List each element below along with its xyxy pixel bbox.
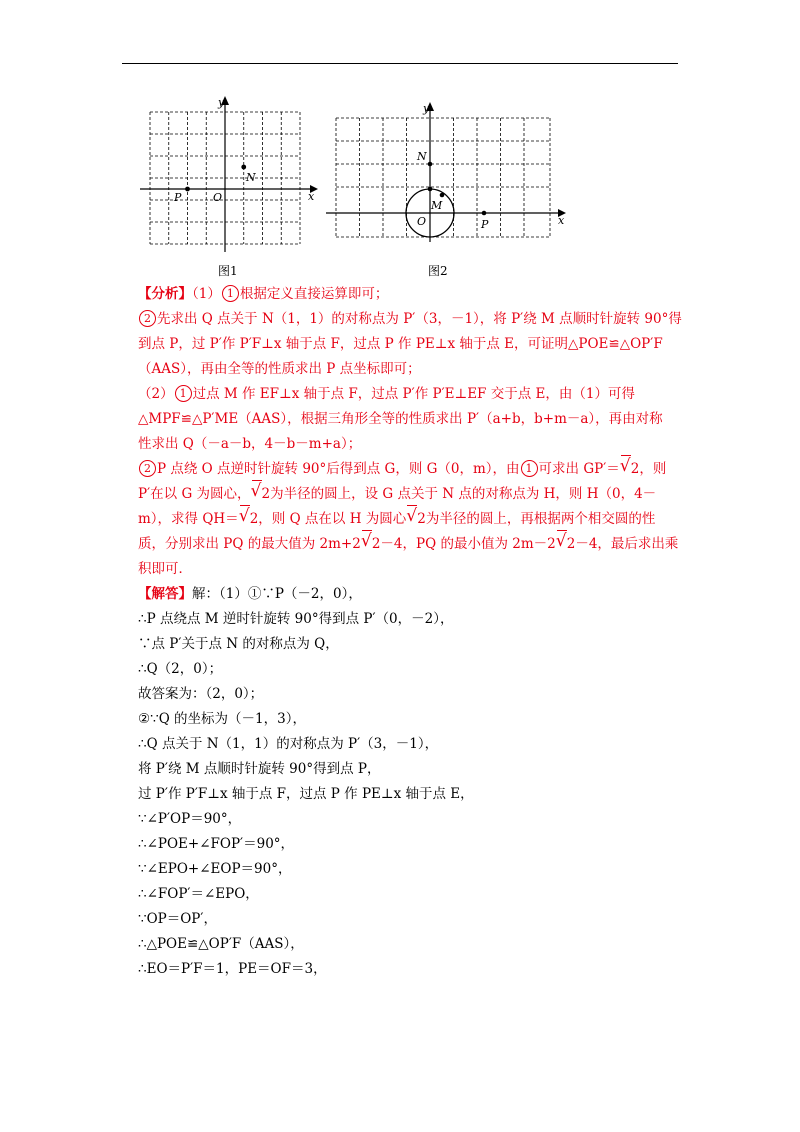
answer-line: ∴△POE≌△OP′F（AAS）， (138, 936, 304, 952)
solution-text (138, 282, 682, 982)
analysis-tag: 【分析】 (138, 286, 192, 302)
answer-line: ∴Q（2，0）； (138, 661, 223, 677)
x-axis-label: x (308, 190, 315, 203)
n-label: N (417, 150, 427, 163)
sqrt-2: √ 2 (407, 507, 426, 532)
point-p (185, 187, 190, 192)
sqrt-2: √ 2 (240, 507, 259, 532)
analysis-line-3: 到点 P，过 P′作 P′F⊥x 轴于点 F，过点 P 作 PE⊥x 轴于点 E，可证明△POE≌△OP′F (138, 336, 663, 352)
n-label: N (246, 171, 256, 184)
answer-line: ②∵Q 的坐标为（－1，3）， (138, 711, 306, 727)
analysis-line-12: 积即可． (138, 561, 192, 577)
circled-1: 1 (175, 385, 192, 402)
answer-line: ∴Q 点关于 N（1，1）的对称点为 P′（3，－1）， (138, 736, 439, 752)
answer-line: ∵点 P′关于点 N 的对称点为 Q， (138, 636, 339, 652)
point-p (482, 211, 487, 216)
m-label: M (431, 199, 443, 212)
analysis-line-4: （AAS），再由全等的性质求出 P 点坐标即可； (138, 361, 421, 377)
origin-label: O (213, 191, 223, 204)
figure-1 (140, 92, 320, 254)
analysis-line-8: 2 P 点绕 O 点逆时针旋转 90°后得到点 G，则 G（0，m），由 1 可求出 GP′＝ √ 2，则 (138, 457, 678, 482)
answer-line: ∴P 点绕点 M 逆时针旋转 90°得到点 P′（0，－2）， (138, 611, 454, 627)
origin-label: O (417, 215, 427, 228)
analysis-line-2: 2 先求出 Q 点关于 N（1，1）的对称点为 P′（3，－1），将 P′绕 M 点顺时针旋转 90°得 (138, 307, 678, 332)
answer-line: ∴EO＝P′F＝1，PE＝OF＝3， (138, 961, 327, 977)
sqrt-2: √ 2 (252, 482, 271, 507)
answer-line: ∵∠EPO+∠EOP＝90°， (138, 861, 292, 877)
point-m (440, 193, 445, 198)
answer-line: ∴∠POE+∠FOP′＝90°， (138, 836, 295, 852)
answer-line: 将 P′绕 M 点顺时针旋转 90°得到点 P， (138, 761, 381, 777)
point-n (241, 165, 246, 170)
answer-line: ∴∠FOP′＝∠EPO， (138, 886, 259, 902)
circled-2: 2 (139, 310, 156, 327)
point-n (428, 162, 433, 167)
answer-line: ∵∠P′OP＝90°， (138, 811, 242, 827)
analysis-line-6: △MPF≌△P′ME（AAS），根据三角形全等的性质求出 P′（a+b，b+m－a），再由对称 (138, 411, 663, 427)
answer-line: ∵OP＝OP′， (138, 911, 217, 927)
analysis-line-11: 质，分别求出 PQ 的最大值为 2m+2 √ 2－4，PQ 的最小值为 2m－2 √ 2－4，最后求出乘 (138, 532, 678, 557)
circled-2: 2 (139, 460, 156, 477)
circled-1: 1 (521, 460, 538, 477)
y-axis-label: y (218, 96, 225, 109)
answer-line: 过 P′作 P′F⊥x 轴于点 F，过点 P 作 PE⊥x 轴于点 E， (138, 786, 474, 802)
figure-2 (326, 98, 570, 248)
sqrt-2: √ 2 (557, 532, 576, 557)
figure-1-caption: 图1 (218, 264, 238, 278)
figure-2-caption: 图2 (428, 264, 448, 278)
y-axis-label: y (423, 102, 430, 115)
analysis-line-1: 【分析】（1） 1 根据定义直接运算即可； (138, 286, 389, 302)
analysis-line-7: 性求出 Q（－a－b，4－b－m+a）； (138, 436, 362, 452)
analysis-line-9: P′在以 G 为圆心， √ 2为半径的圆上，设 G 点关于 N 点的对称点为 H，则 H（0，4－ (138, 482, 678, 507)
p-label: P (174, 191, 182, 204)
sqrt-2: √ 2 (362, 532, 381, 557)
p-label: P (481, 218, 489, 231)
x-axis-label: x (558, 214, 565, 227)
analysis-line-5: （2） 1 过点 M 作 EF⊥x 轴于点 F，过点 P′作 P′E⊥EF 交于点 E，由（1）可得 (138, 386, 635, 402)
answer-tag: 【解答】 (138, 586, 192, 602)
analysis-line-10: m），求得 QH＝ √ 2，则 Q 点在以 H 为圆心 √ 2为半径的圆上，再根据两个相交圆的性 (138, 507, 678, 532)
header-rule (122, 63, 678, 64)
sqrt-2: √ 2 (621, 457, 640, 482)
circled-1: 1 (222, 285, 239, 302)
answer-line: 故答案为：（2，0）； (138, 686, 264, 702)
point-center (428, 187, 433, 192)
answer-line-1: 【解答】解：（1）①∵P（－2，0）， (138, 586, 362, 602)
